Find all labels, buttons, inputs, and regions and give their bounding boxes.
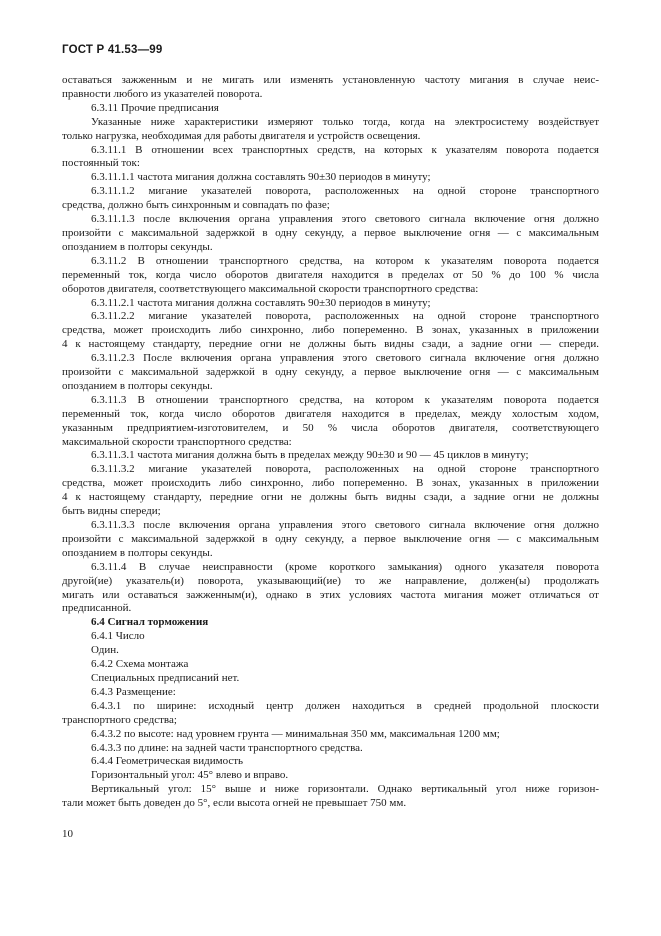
text-line: 6.3.11.1.3 после включения органа управления этого светового сигнала включение огня должно	[91, 213, 599, 226]
text-line: 6.4 Сигнал торможения	[91, 616, 209, 629]
page-number: 10	[62, 828, 73, 840]
text-line: 4 к настоящему стандарту, передние огни не должны быть видны сзади, а задние огни не должны	[62, 491, 599, 504]
text-line: Вертикальный угол: 15° выше и ниже горизонтали. Однако вертикальный угол ниже горизон-	[91, 783, 599, 796]
text-line: быть видны спереди;	[62, 505, 161, 518]
text-line: Указанные ниже характеристики измеряют только тогда, когда на электросистему воздействует	[91, 115, 599, 128]
text-line: оставаться зажженным и не мигать или изменять установленную частоту мигания в случае неис-	[62, 74, 599, 86]
text-line: опозданием в полторы секунды.	[62, 379, 213, 392]
text-line: произойти с максимальной задержкой в одну секунду, а первое выключение огня — с максимальным	[62, 532, 599, 545]
text-line: 6.4.3.3 по длине: на задней части транспортного средства.	[91, 741, 363, 754]
text-line: только нагрузка, необходимая для работы двигателя и устройств освещения.	[62, 129, 421, 142]
text-line: переменный ток, когда число оборотов двигателя находится в пределах от 50 % до 100 % числа	[62, 268, 599, 281]
text-line: 6.3.11.2.2 мигание указателей поворота, расположенных на одной стороне транспортного	[91, 310, 599, 323]
text-line: 6.3.11.3 В отношении транспортного средства, на котором к указателям поворота подается	[91, 393, 599, 406]
text-line: произойти с максимальной задержкой в одну секунду, а первое выключение огня — с максимальным	[62, 366, 599, 379]
text-line: мигать или оставаться зажженным(и), однако в этих условиях частота мигания может отличаться от	[62, 588, 599, 601]
text-line: Один.	[91, 644, 119, 657]
body-text	[62, 74, 599, 811]
text-line: средства, может происходить либо синхронно, либо попеременно. В зонах, указанных в приложении	[62, 324, 599, 337]
text-line: 6.4.4 Геометрическая видимость	[91, 755, 244, 768]
text-line: максимальной скорости транспортного средства:	[62, 435, 292, 448]
text-line: 6.3.11 Прочие предписания	[91, 101, 219, 114]
text-line: предписанной.	[62, 602, 132, 615]
text-line: 6.3.11.2.1 частота мигания должна составлять 90±30 периодов в минуту;	[91, 296, 431, 309]
text-line: 6.3.11.2 В отношении транспортного средства, на котором к указателям поворота подается	[91, 254, 599, 267]
text-line: 4 к настоящему стандарту, передние огни не должны быть видны сзади, а задние огни — спереди.	[62, 338, 599, 351]
text-line: постоянный ток:	[62, 157, 140, 170]
text-line: средства, должно быть синхронным и совпадать по фазе;	[62, 199, 330, 212]
text-line: правности любого из указателей поворота.	[62, 87, 263, 100]
text-line: Специальных предписаний нет.	[91, 671, 240, 684]
text-line: опозданием в полторы секунды.	[62, 240, 213, 253]
text-line: переменный ток, когда число оборотов двигателя находится в пределах, между холостым ходом,	[62, 407, 599, 420]
text-line: 6.4.2 Схема монтажа	[91, 658, 189, 671]
text-line: транспортного средства;	[62, 713, 177, 726]
text-line: опозданием в полторы секунды.	[62, 546, 213, 559]
text-line: 6.3.11.1 В отношении всех транспортных средств, на которых к указателям поворота подается	[91, 143, 599, 156]
text-line: 6.4.1 Число	[91, 630, 145, 643]
text-line: тали может быть доведен до 5°, если высота огней не превышает 750 мм.	[62, 797, 407, 810]
text-line: 6.3.11.1.1 частота мигания должна составлять 90±30 периодов в минуту;	[91, 171, 431, 184]
text-line: 6.4.3.2 по высоте: над уровнем грунта — минимальная 350 мм, максимальная 1200 мм;	[91, 727, 500, 740]
text-line: 6.3.11.3.2 мигание указателей поворота, расположенных на одной стороне транспортного	[91, 463, 599, 476]
document-page	[62, 44, 599, 811]
text-line: 6.3.11.3.3 после включения органа управления этого светового сигнала включение огня должно	[91, 519, 599, 531]
text-line: указанным предприятием-изготовителем, и 50 % числа оборотов двигателя, соответствующего	[62, 421, 599, 434]
document-header: ГОСТ Р 41.53—99	[62, 44, 163, 56]
text-line: 6.3.11.1.2 мигание указателей поворота, расположенных на одной стороне транспортного	[91, 185, 599, 198]
text-line: другой(ие) указатель(и) поворота, указывающий(ие) то же направление, должен(ы) продолжать	[62, 574, 599, 587]
text-line: 6.4.3.1 по ширине: исходный центр должен находиться в средней продольной плоскости	[91, 699, 599, 712]
text-line: 6.3.11.2.3 После включения органа управления этого светового сигнала включение огня должно	[91, 352, 599, 365]
text-line: 6.3.11.4 В случае неисправности (кроме короткого замыкания) одного указателя поворота	[91, 560, 599, 573]
text-line: оборотов двигателя, соответствующего максимальной скорости транспортного средства:	[62, 282, 479, 295]
text-line: 6.3.11.3.1 частота мигания должна быть в пределах между 90±30 и 90 — 45 циклов в минуту;	[91, 449, 529, 462]
text-line: 6.4.3 Размещение:	[91, 685, 176, 698]
text-line: произойти с максимальной задержкой в одну секунду, а первое выключение огня — с максимальным	[62, 226, 599, 239]
text-line: Горизонтальный угол: 45° влево и вправо.	[91, 769, 289, 782]
text-line: средства, может происходить либо синхронно, либо попеременно. В зонах, указанных в приложении	[62, 477, 599, 490]
